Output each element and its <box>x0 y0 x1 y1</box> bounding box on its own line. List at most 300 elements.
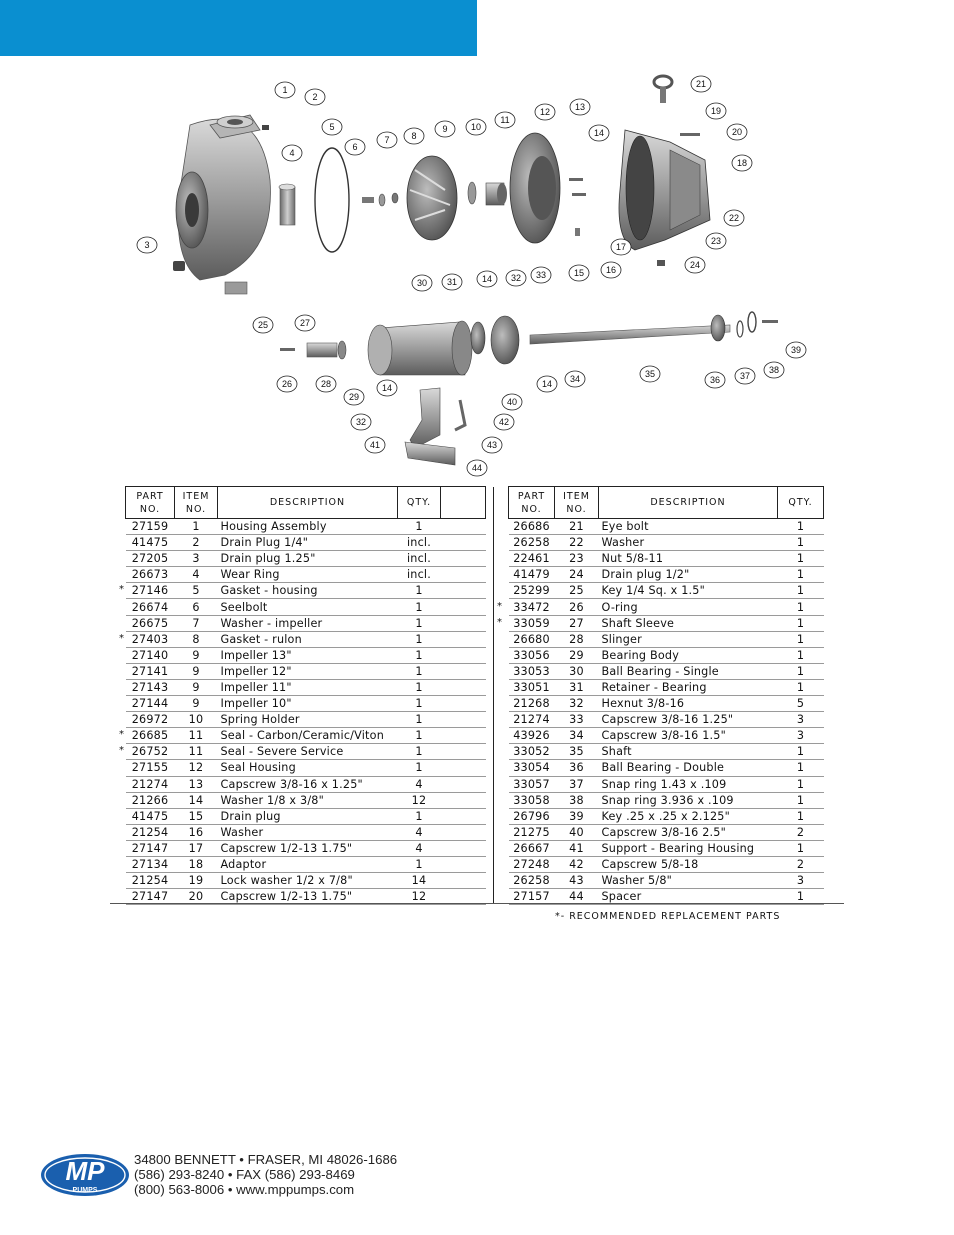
part-no-cell: 25299 <box>509 583 555 599</box>
callout-bubble <box>535 104 555 120</box>
callout-bubble <box>344 389 364 405</box>
description-cell: Hexnut 3/8-16 <box>599 696 778 712</box>
bearing-retainer <box>491 316 519 364</box>
callout-bubble <box>377 132 397 148</box>
item-no-cell: 9 <box>175 663 218 679</box>
callout-bubble <box>706 103 726 119</box>
small-fasteners <box>569 178 586 236</box>
qty-cell: incl. <box>398 551 441 567</box>
callout-number: 20 <box>731 127 743 137</box>
table-row <box>126 712 486 728</box>
description-cell: Shaft Sleeve <box>599 615 778 631</box>
impeller <box>407 156 457 240</box>
description-cell: Capscrew 5/8-18 <box>599 856 778 872</box>
qty-cell: 1 <box>778 567 824 583</box>
part-no-cell: 26686 <box>509 519 555 535</box>
description-cell: Capscrew 3/8-16 x 1.25" <box>218 776 398 792</box>
table-row <box>126 663 486 679</box>
callout-bubble <box>570 99 590 115</box>
housing-gasket <box>315 148 349 252</box>
callout-number: 28 <box>320 379 332 389</box>
description-cell: Gasket - housing <box>218 583 398 599</box>
description-cell: Seal - Severe Service <box>218 744 398 760</box>
item-no-cell: 15 <box>175 808 218 824</box>
item-no-cell: 34 <box>555 728 599 744</box>
callout-bubble <box>322 119 342 135</box>
description-cell: Lock washer 1/2 x 7/8" <box>218 873 398 889</box>
shaft <box>530 325 730 344</box>
item-no-cell: 2 <box>175 535 218 551</box>
item-no-cell: 40 <box>555 824 599 840</box>
qty-cell: 1 <box>398 519 441 535</box>
description-cell: Nut 5/8-11 <box>599 551 778 567</box>
table-row <box>126 873 486 889</box>
header-item-no: ITEM NO. <box>555 487 599 519</box>
description-cell: Shaft <box>599 744 778 760</box>
table-row <box>509 535 824 551</box>
item-no-cell: 23 <box>555 551 599 567</box>
qty-cell: 1 <box>778 519 824 535</box>
part-no-cell: 33472 <box>509 599 555 615</box>
table-row <box>509 840 824 856</box>
part-no-cell: 27134 <box>126 856 175 872</box>
callout-number: 3 <box>144 240 150 250</box>
callout-bubble <box>569 265 589 281</box>
callout-number: 13 <box>574 102 586 112</box>
part-no-cell: 27159 <box>126 519 175 535</box>
item-no-cell: 44 <box>555 889 599 905</box>
callout-number: 33 <box>535 270 547 280</box>
table-row <box>509 599 824 615</box>
table-bottom-rule <box>110 903 844 904</box>
recommended-star: * <box>497 616 502 628</box>
description-cell: Snap ring 1.43 x .109 <box>599 776 778 792</box>
part-no-cell: 26685 <box>126 728 175 744</box>
part-no-cell: 41475 <box>126 808 175 824</box>
empty-cell <box>441 776 486 792</box>
callout-number: 11 <box>500 115 510 125</box>
pump-housing <box>176 115 270 294</box>
callout-number: 26 <box>281 379 293 389</box>
callout-number: 39 <box>790 345 802 355</box>
empty-cell <box>441 744 486 760</box>
item-no-cell: 26 <box>555 599 599 615</box>
callout-bubble <box>732 155 752 171</box>
recommended-parts-footnote: *- RECOMMENDED REPLACEMENT PARTS <box>555 911 781 922</box>
part-no-cell: 22461 <box>509 551 555 567</box>
recommended-star: * <box>119 729 124 741</box>
description-cell: Housing Assembly <box>218 519 398 535</box>
callout-bubble <box>640 366 660 382</box>
address-line-3: (800) 563-8006 • www.mppumps.com <box>134 1182 355 1197</box>
table-row <box>126 760 486 776</box>
part-no-cell: 27403 <box>126 631 175 647</box>
seal-housing <box>510 133 560 243</box>
part-no-cell: 26972 <box>126 712 175 728</box>
item-no-cell: 16 <box>175 824 218 840</box>
qty-cell: 1 <box>778 615 824 631</box>
callout-number: 9 <box>442 124 448 134</box>
table-row <box>509 663 824 679</box>
callout-number: 14 <box>593 128 605 138</box>
callout-number: 7 <box>384 135 390 145</box>
part-no-cell: 41475 <box>126 535 175 551</box>
callout-number: 42 <box>498 417 510 427</box>
table-row <box>509 744 824 760</box>
mp-pumps-logo <box>40 1150 130 1200</box>
table-row <box>126 599 486 615</box>
callout-bubble <box>705 372 725 388</box>
part-no-cell: 27205 <box>126 551 175 567</box>
description-cell: Gasket - rulon <box>218 631 398 647</box>
description-cell: Spring Holder <box>218 712 398 728</box>
description-cell: Retainer - Bearing <box>599 679 778 695</box>
callout-bubble <box>137 237 157 253</box>
item-no-cell: 30 <box>555 663 599 679</box>
part-no-cell: 27146 <box>126 583 175 599</box>
part-no-cell: 21274 <box>126 776 175 792</box>
table-row <box>509 583 824 599</box>
empty-cell <box>441 808 486 824</box>
adaptor <box>619 130 710 250</box>
mechanical-seal <box>486 183 507 205</box>
part-no-cell: 21266 <box>126 792 175 808</box>
item-no-cell: 21 <box>555 519 599 535</box>
qty-cell: 1 <box>398 663 441 679</box>
qty-cell: 4 <box>398 776 441 792</box>
description-cell: Ball Bearing - Double <box>599 760 778 776</box>
item-no-cell: 8 <box>175 631 218 647</box>
callout-bubble <box>477 271 497 287</box>
recommended-star: * <box>119 745 124 757</box>
table-row <box>509 776 824 792</box>
qty-cell: 3 <box>778 712 824 728</box>
callout-number: 32 <box>355 417 367 427</box>
description-cell: Spacer <box>599 889 778 905</box>
callout-bubble <box>365 437 385 453</box>
part-no-cell: 27155 <box>126 760 175 776</box>
callout-number: 29 <box>348 392 360 402</box>
table-row <box>126 696 486 712</box>
callout-number: 16 <box>605 265 617 275</box>
shaft-sleeve <box>307 341 346 359</box>
exploded-view-drawing <box>110 70 850 480</box>
description-cell: Eye bolt <box>599 519 778 535</box>
part-no-cell: 27143 <box>126 679 175 695</box>
part-no-cell: 26680 <box>509 631 555 647</box>
callout-bubble <box>589 125 609 141</box>
callout-number: 27 <box>299 318 311 328</box>
qty-cell: 1 <box>778 583 824 599</box>
qty-cell: 1 <box>398 712 441 728</box>
description-cell: Washer <box>218 824 398 840</box>
callout-bubble <box>316 376 336 392</box>
table-row <box>126 583 486 599</box>
qty-cell: 1 <box>398 808 441 824</box>
empty-cell <box>441 679 486 695</box>
table-row <box>126 776 486 792</box>
callout-bubble <box>482 437 502 453</box>
item-no-cell: 28 <box>555 631 599 647</box>
svg-text:PUMPS: PUMPS <box>72 1187 98 1194</box>
qty-cell: 1 <box>398 856 441 872</box>
callout-number: 12 <box>539 107 551 117</box>
callout-bubble <box>565 371 585 387</box>
header-qty: QTY. <box>778 487 824 519</box>
bearing-body <box>368 321 472 375</box>
part-no-cell: 21268 <box>509 696 555 712</box>
impeller-hardware <box>362 193 398 206</box>
table-row <box>126 519 486 535</box>
table-row <box>509 856 824 872</box>
callout-number: 37 <box>739 371 751 381</box>
item-no-cell: 9 <box>175 696 218 712</box>
table-row <box>509 679 824 695</box>
qty-cell: 1 <box>778 647 824 663</box>
qty-cell: 1 <box>778 631 824 647</box>
item-no-cell: 36 <box>555 760 599 776</box>
callout-bubble <box>435 121 455 137</box>
qty-cell: 4 <box>398 824 441 840</box>
part-no-cell: 27248 <box>509 856 555 872</box>
part-no-cell: 33056 <box>509 647 555 663</box>
description-cell: Drain plug 1/2" <box>599 567 778 583</box>
column-divider <box>493 487 494 903</box>
parts-table-left <box>125 486 486 905</box>
table-row <box>509 696 824 712</box>
callout-number: 18 <box>736 158 748 168</box>
header-part-no: PART NO. <box>509 487 555 519</box>
table-row <box>126 631 486 647</box>
qty-cell: 1 <box>398 615 441 631</box>
callout-number: 32 <box>510 273 522 283</box>
callout-bubble <box>502 394 522 410</box>
qty-cell: 1 <box>778 599 824 615</box>
description-cell: Seelbolt <box>218 599 398 615</box>
table-row <box>126 728 486 744</box>
wear-ring <box>279 184 295 225</box>
table-row <box>509 760 824 776</box>
empty-cell <box>441 647 486 663</box>
qty-cell: 2 <box>778 824 824 840</box>
callout-bubble <box>764 362 784 378</box>
empty-cell <box>441 840 486 856</box>
table-row <box>509 808 824 824</box>
callout-number: 24 <box>689 260 701 270</box>
description-cell: Impeller 10" <box>218 696 398 712</box>
description-cell: Capscrew 3/8-16 1.5" <box>599 728 778 744</box>
callout-number: 14 <box>381 383 393 393</box>
description-cell: Wear Ring <box>218 567 398 583</box>
item-no-cell: 13 <box>175 776 218 792</box>
company-address <box>134 1152 397 1197</box>
description-cell: Impeller 13" <box>218 647 398 663</box>
header-item-no: ITEM NO. <box>175 487 218 519</box>
callout-number: 38 <box>768 365 780 375</box>
qty-cell: 1 <box>398 744 441 760</box>
callout-bubble <box>735 368 755 384</box>
item-no-cell: 39 <box>555 808 599 824</box>
description-cell: Slinger <box>599 631 778 647</box>
part-no-cell: 41479 <box>509 567 555 583</box>
table-row <box>126 679 486 695</box>
item-no-cell: 33 <box>555 712 599 728</box>
svg-text:MP: MP <box>65 1156 105 1186</box>
part-no-cell: 26258 <box>509 535 555 551</box>
empty-cell <box>441 663 486 679</box>
callout-bubble <box>611 239 631 255</box>
item-no-cell: 9 <box>175 679 218 695</box>
description-cell: Key 1/4 Sq. x 1.5" <box>599 583 778 599</box>
recommended-star: * <box>497 600 502 612</box>
callout-number: 23 <box>710 236 722 246</box>
callout-number: 15 <box>573 268 585 278</box>
empty-cell <box>441 535 486 551</box>
description-cell: Washer - impeller <box>218 615 398 631</box>
address-line-2: (586) 293-8240 • FAX (586) 293-8469 <box>134 1167 355 1182</box>
table-row <box>126 744 486 760</box>
qty-cell: 1 <box>778 840 824 856</box>
item-no-cell: 31 <box>555 679 599 695</box>
drain-plug-3 <box>173 261 185 271</box>
part-no-cell: 33057 <box>509 776 555 792</box>
qty-cell: 1 <box>778 776 824 792</box>
callout-number: 14 <box>481 274 493 284</box>
header-qty: QTY. <box>398 487 441 519</box>
description-cell: Capscrew 3/8-16 2.5" <box>599 824 778 840</box>
table-row <box>509 824 824 840</box>
qty-cell: 1 <box>778 760 824 776</box>
recommended-star: * <box>119 584 124 596</box>
table-row <box>509 728 824 744</box>
item-no-cell: 25 <box>555 583 599 599</box>
callout-number: 35 <box>644 369 656 379</box>
item-no-cell: 32 <box>555 696 599 712</box>
part-no-cell: 21274 <box>509 712 555 728</box>
item-no-cell: 12 <box>175 760 218 776</box>
callout-bubble <box>351 414 371 430</box>
qty-cell: 1 <box>398 599 441 615</box>
description-cell: Impeller 12" <box>218 663 398 679</box>
qty-cell: 1 <box>398 631 441 647</box>
part-no-cell: 26258 <box>509 873 555 889</box>
description-cell: Seal Housing <box>218 760 398 776</box>
table-row <box>509 873 824 889</box>
part-no-cell: 26796 <box>509 808 555 824</box>
empty-cell <box>441 551 486 567</box>
empty-cell <box>441 792 486 808</box>
table-row <box>126 551 486 567</box>
part-no-cell: 27144 <box>126 696 175 712</box>
part-no-cell: 33051 <box>509 679 555 695</box>
address-line-1: 34800 BENNETT • FRASER, MI 48026-1686 <box>134 1152 398 1167</box>
part-no-cell: 27141 <box>126 663 175 679</box>
table-row <box>509 615 824 631</box>
item-no-cell: 37 <box>555 776 599 792</box>
part-no-cell: 33054 <box>509 760 555 776</box>
description-cell: Drain Plug 1/4" <box>218 535 398 551</box>
description-cell: Seal - Carbon/Ceramic/Viton <box>218 728 398 744</box>
item-no-cell: 27 <box>555 615 599 631</box>
item-no-cell: 22 <box>555 535 599 551</box>
part-no-cell: 27140 <box>126 647 175 663</box>
callout-number: 30 <box>416 278 428 288</box>
callout-number: 31 <box>446 277 458 287</box>
empty-cell <box>441 760 486 776</box>
callout-bubble <box>727 124 747 140</box>
qty-cell: 1 <box>778 551 824 567</box>
description-cell: Washer 5/8" <box>599 873 778 889</box>
callout-bubble <box>404 128 424 144</box>
callout-bubble <box>277 376 297 392</box>
table-row <box>126 824 486 840</box>
description-cell: Drain plug <box>218 808 398 824</box>
item-no-cell: 10 <box>175 712 218 728</box>
item-no-cell: 11 <box>175 744 218 760</box>
qty-cell: 5 <box>778 696 824 712</box>
empty-cell <box>441 824 486 840</box>
callout-number: 21 <box>695 79 707 89</box>
part-no-cell: 21254 <box>126 873 175 889</box>
drain-plug-24 <box>657 260 665 266</box>
item-no-cell: 5 <box>175 583 218 599</box>
item-no-cell: 1 <box>175 519 218 535</box>
drain-plug-2 <box>262 125 269 130</box>
rear-bearing-set <box>711 312 778 341</box>
table-row <box>126 808 486 824</box>
qty-cell: 1 <box>398 696 441 712</box>
spring-holder <box>468 182 476 204</box>
callout-number: 6 <box>352 142 358 152</box>
callout-bubble <box>467 460 487 476</box>
qty-cell: 1 <box>778 744 824 760</box>
part-no-cell: 26673 <box>126 567 175 583</box>
callout-number: 22 <box>728 213 740 223</box>
description-cell: Capscrew 3/8-16 1.25" <box>599 712 778 728</box>
callout-bubble <box>305 89 325 105</box>
qty-cell: 12 <box>398 889 441 905</box>
item-no-cell: 11 <box>175 728 218 744</box>
callout-bubble <box>345 139 365 155</box>
callout-number: 2 <box>312 92 318 102</box>
parts-table-right <box>508 486 824 905</box>
qty-cell: incl. <box>398 567 441 583</box>
callout-number: 34 <box>569 374 581 384</box>
part-no-cell: 21275 <box>509 824 555 840</box>
qty-cell: 3 <box>778 728 824 744</box>
callout-bubble <box>786 342 806 358</box>
spacer <box>405 442 455 465</box>
callout-bubble <box>466 119 486 135</box>
callout-number: 10 <box>470 122 482 132</box>
empty-cell <box>441 519 486 535</box>
table-row <box>509 567 824 583</box>
table-row <box>126 615 486 631</box>
description-cell: Washer <box>599 535 778 551</box>
table-row <box>509 647 824 663</box>
table-row <box>126 792 486 808</box>
qty-cell: 1 <box>778 808 824 824</box>
item-no-cell: 7 <box>175 615 218 631</box>
qty-cell: 1 <box>398 728 441 744</box>
header-blue-bar <box>0 0 477 56</box>
header-part-no: PART NO. <box>126 487 175 519</box>
item-no-cell: 24 <box>555 567 599 583</box>
qty-cell: 2 <box>778 856 824 872</box>
callout-number: 36 <box>709 375 721 385</box>
description-cell: Washer 1/8 x 3/8" <box>218 792 398 808</box>
callout-bubble <box>377 380 397 396</box>
